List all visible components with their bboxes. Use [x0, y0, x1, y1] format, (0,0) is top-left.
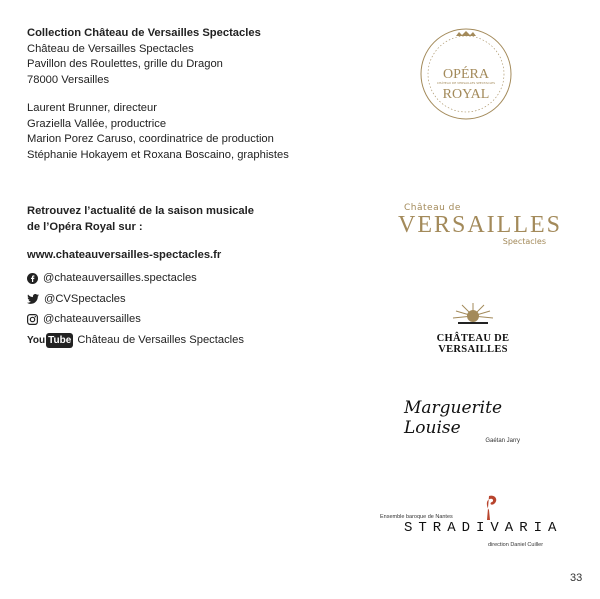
opera-word: OPÉRA: [443, 67, 489, 82]
credits-block: [27, 101, 357, 163]
address-block: [27, 26, 357, 88]
stradivaria-direction: direction Daniel Cuiller: [488, 542, 544, 548]
opera-ring-text: CHÂTEAU DE VERSAILLES SPECTACLES: [436, 81, 496, 85]
youtube-icon: You Tube: [27, 333, 73, 349]
instagram-handle: @chateauversailles: [43, 313, 141, 325]
credit-line: Laurent Brunner, directeur: [27, 102, 157, 114]
marguerite-script: Marguerite Louise: [404, 398, 503, 438]
website-link[interactable]: www.chateauversailles-spectacles.fr: [27, 249, 222, 261]
promo-line: de l’Opéra Royal sur :: [27, 220, 143, 233]
logo-chateau-de: Château de: [404, 203, 461, 213]
address-line: 78000 Versailles: [27, 73, 110, 86]
address-line: Pavillon des Roulettes, grille du Dragon: [27, 58, 223, 70]
text-column: [27, 26, 357, 351]
versailles-spectacles-logo: [398, 203, 562, 246]
stradivaria-ensemble: Ensemble baroque de Nantes: [380, 514, 453, 520]
credit-line: Graziella Vallée, productrice: [27, 117, 167, 130]
credit-line: Stéphanie Hokayem et Roxana Boscaino, graphistes: [27, 148, 289, 161]
promo-block: [27, 204, 357, 235]
instagram-link[interactable]: [27, 310, 357, 331]
twitter-handle: @CVSpectacles: [44, 292, 126, 305]
logo-versailles: VERSAILLES: [398, 212, 562, 238]
promo-line: Retrouvez l’actualité de la saison musicale: [27, 205, 254, 217]
twitter-icon: [27, 294, 39, 304]
page-number: 33: [570, 572, 583, 584]
opera-royal-logo: [418, 26, 514, 122]
facebook-handle: @chateauversailles.spectacles: [43, 272, 197, 284]
credit-line: Marion Porez Caruso, coordinatrice de production: [27, 133, 274, 145]
logo-spectacles: Spectacles: [502, 237, 546, 246]
stradivaria-name: STRADIVARIA: [404, 520, 563, 536]
facebook-icon: [27, 273, 38, 284]
collection-title: Collection Château de Versailles Spectacles: [27, 27, 261, 39]
gaetan-jarry: Gaétan Jarry: [485, 438, 520, 444]
stradivaria-logo: [380, 494, 563, 554]
chateau-logo-text: CHÂTEAU DE VERSAILLES: [436, 333, 510, 355]
chateau-de-versailles-logo: [408, 302, 538, 355]
address-line: Château de Versailles Spectacles: [27, 42, 194, 55]
sun-icon: [448, 302, 498, 326]
facebook-link[interactable]: [27, 269, 357, 290]
royal-word: ROYAL: [442, 87, 490, 102]
instagram-icon: [27, 314, 38, 325]
marguerite-louise-logo: [404, 398, 544, 444]
youtube-channel: Château de Versailles Spectacles: [77, 333, 244, 346]
youtube-link[interactable]: [27, 330, 357, 351]
twitter-link[interactable]: [27, 289, 357, 310]
violin-scroll-icon: [481, 494, 501, 522]
